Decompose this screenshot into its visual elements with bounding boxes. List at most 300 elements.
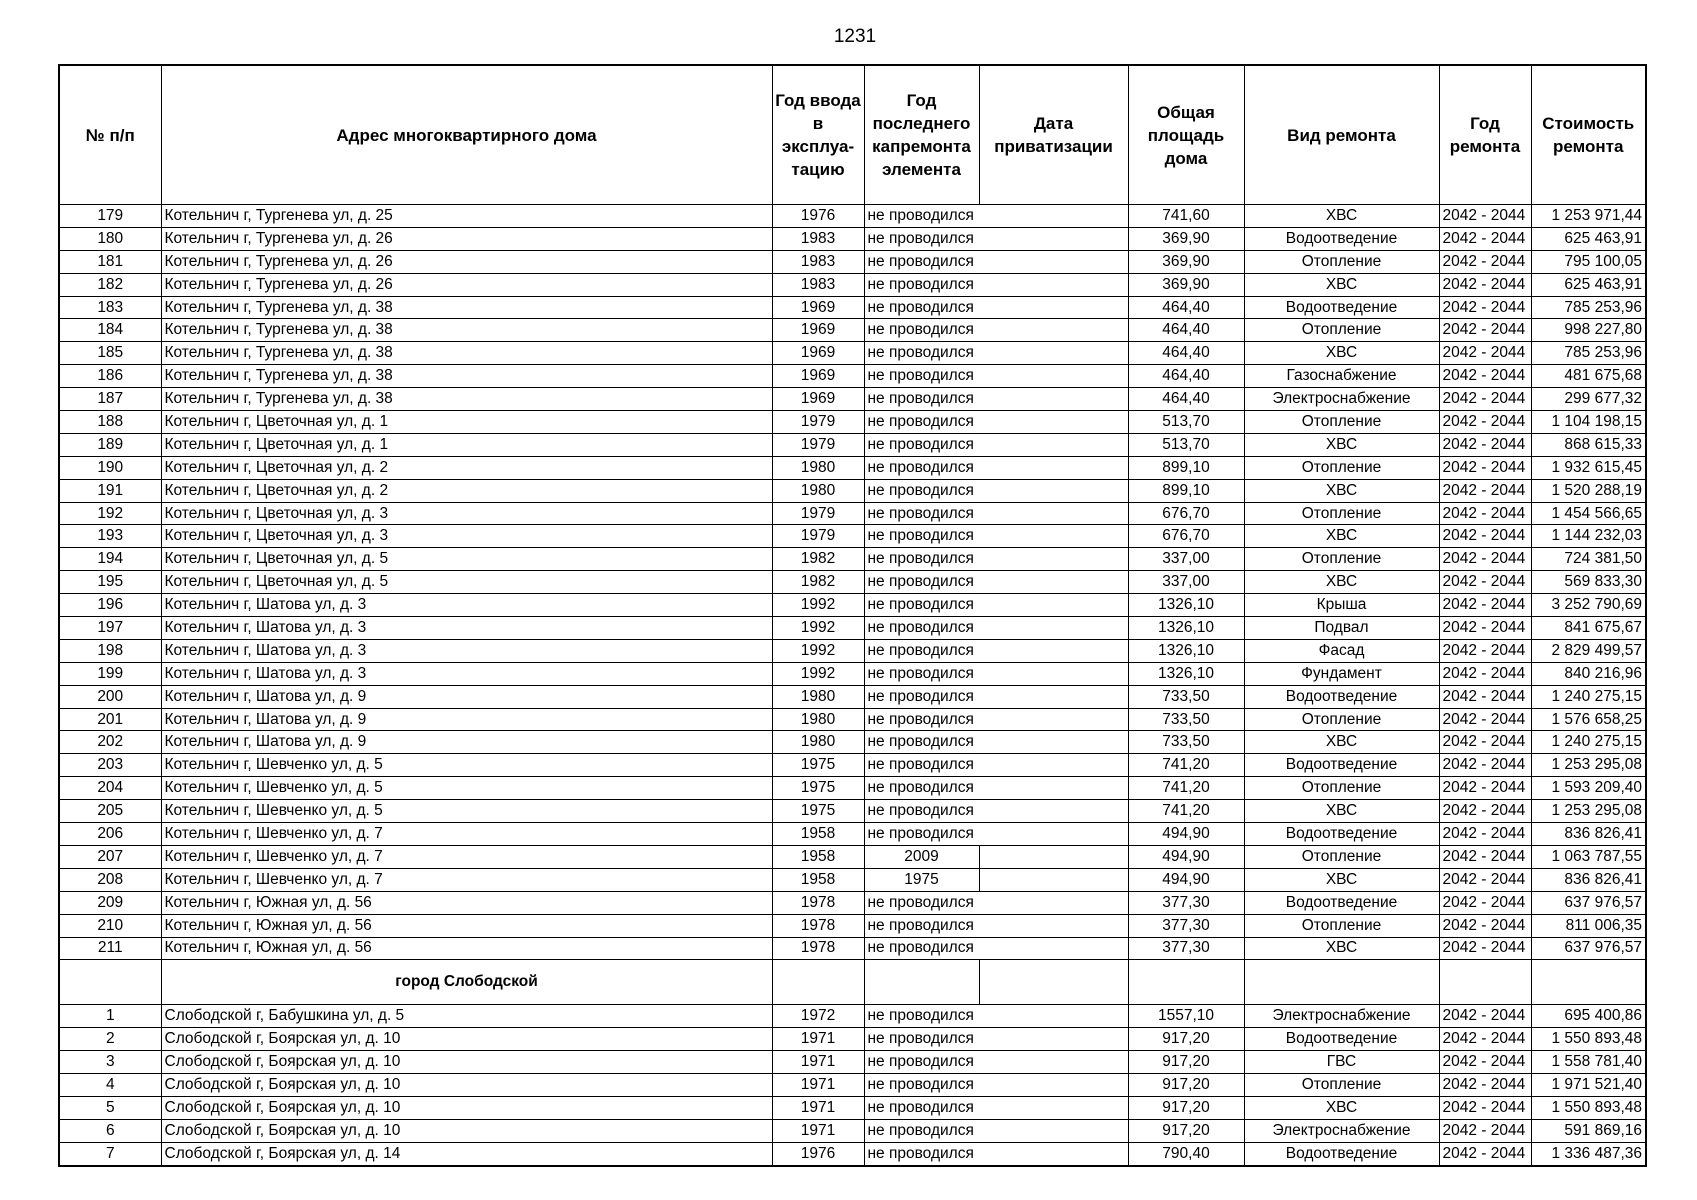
cell-repair-year: 2042 - 2044 bbox=[1439, 1096, 1531, 1119]
cell-repair-type: Отопление bbox=[1244, 411, 1439, 434]
cell-repair-year: 2042 - 2044 bbox=[1439, 937, 1531, 960]
section-row-group bbox=[59, 960, 1646, 1005]
table-row bbox=[59, 1005, 1646, 1028]
cell-repair-type: Водоотведение bbox=[1244, 754, 1439, 777]
cell-repair-year: 2042 - 2044 bbox=[1439, 662, 1531, 685]
cell-year-built: 1992 bbox=[772, 617, 864, 640]
cell-area: 377,30 bbox=[1128, 937, 1244, 960]
cell-cost: 1 971 521,40 bbox=[1531, 1074, 1646, 1097]
cell-last-repair: не проводился bbox=[864, 685, 979, 708]
cell-repair-type: Отопление bbox=[1244, 914, 1439, 937]
cell-num: 181 bbox=[59, 250, 161, 273]
cell-repair-year: 2042 - 2044 bbox=[1439, 388, 1531, 411]
table-row bbox=[59, 433, 1646, 456]
cell-repair-type: Подвал bbox=[1244, 617, 1439, 640]
cell-repair-year: 2042 - 2044 bbox=[1439, 617, 1531, 640]
cell-num: 198 bbox=[59, 639, 161, 662]
table-row bbox=[59, 456, 1646, 479]
cell-last-repair: не проводился bbox=[864, 525, 979, 548]
cell-year-built: 1975 bbox=[772, 754, 864, 777]
cell-repair-type: Отопление bbox=[1244, 708, 1439, 731]
cell-cost: 785 253,96 bbox=[1531, 342, 1646, 365]
cell-area: 917,20 bbox=[1128, 1074, 1244, 1097]
cell-cost: 1 063 787,55 bbox=[1531, 845, 1646, 868]
cell-area: 464,40 bbox=[1128, 296, 1244, 319]
cell-privatization bbox=[979, 845, 1128, 868]
table-row bbox=[59, 1074, 1646, 1097]
cell-last-repair: не проводился bbox=[864, 708, 979, 731]
table-row bbox=[59, 800, 1646, 823]
cell-num: 199 bbox=[59, 662, 161, 685]
cell-cost: 1 520 288,19 bbox=[1531, 479, 1646, 502]
cell-area: 464,40 bbox=[1128, 388, 1244, 411]
cell-address: Котельнич г, Цветочная ул, д. 5 bbox=[161, 571, 772, 594]
table-row bbox=[59, 823, 1646, 846]
cell-address: Котельнич г, Цветочная ул, д. 3 bbox=[161, 525, 772, 548]
cell-repair-type: ХВС bbox=[1244, 571, 1439, 594]
cell-repair-year: 2042 - 2044 bbox=[1439, 227, 1531, 250]
cell-address: Котельнич г, Тургенева ул, д. 26 bbox=[161, 250, 772, 273]
cell-privatization bbox=[979, 1005, 1128, 1028]
cell-repair-type: Водоотведение bbox=[1244, 685, 1439, 708]
cell-area: 1326,10 bbox=[1128, 594, 1244, 617]
table-row bbox=[59, 594, 1646, 617]
cell-privatization bbox=[979, 754, 1128, 777]
cell-area: 513,70 bbox=[1128, 433, 1244, 456]
cell-repair-year: 2042 - 2044 bbox=[1439, 708, 1531, 731]
cell-area: 494,90 bbox=[1128, 845, 1244, 868]
table-row bbox=[59, 685, 1646, 708]
cell-address: Котельнич г, Шевченко ул, д. 5 bbox=[161, 777, 772, 800]
cell-privatization bbox=[979, 227, 1128, 250]
cell-repair-type: Фасад bbox=[1244, 639, 1439, 662]
cell-num: 205 bbox=[59, 800, 161, 823]
cell-repair-type: Водоотведение bbox=[1244, 296, 1439, 319]
cell-last-repair: не проводился bbox=[864, 914, 979, 937]
cell-cost: 1 550 893,48 bbox=[1531, 1028, 1646, 1051]
cell-privatization bbox=[979, 617, 1128, 640]
cell-privatization bbox=[979, 319, 1128, 342]
cell-cost: 836 826,41 bbox=[1531, 823, 1646, 846]
section-title: город Слободской bbox=[161, 960, 772, 1005]
cell-repair-year: 2042 - 2044 bbox=[1439, 731, 1531, 754]
table-row bbox=[59, 639, 1646, 662]
cell-last-repair: не проводился bbox=[864, 937, 979, 960]
cell-last-repair: не проводился bbox=[864, 1051, 979, 1074]
cell-address: Слободской г, Боярская ул, д. 10 bbox=[161, 1074, 772, 1097]
cell-cost: 481 675,68 bbox=[1531, 365, 1646, 388]
table-row bbox=[59, 662, 1646, 685]
cell-year-built: 1980 bbox=[772, 479, 864, 502]
cell-last-repair: не проводился bbox=[864, 1028, 979, 1051]
cell-address: Котельнич г, Тургенева ул, д. 38 bbox=[161, 342, 772, 365]
cell-repair-year: 2042 - 2044 bbox=[1439, 342, 1531, 365]
cell-cost: 724 381,50 bbox=[1531, 548, 1646, 571]
cell-address: Котельнич г, Шатова ул, д. 9 bbox=[161, 708, 772, 731]
cell-address: Слободской г, Боярская ул, д. 14 bbox=[161, 1142, 772, 1165]
cell-repair-year: 2042 - 2044 bbox=[1439, 205, 1531, 228]
cell-address: Котельнич г, Цветочная ул, д. 3 bbox=[161, 502, 772, 525]
cell-num: 191 bbox=[59, 479, 161, 502]
cell-num: 180 bbox=[59, 227, 161, 250]
cell-address: Слободской г, Боярская ул, д. 10 bbox=[161, 1096, 772, 1119]
cell-cost: 840 216,96 bbox=[1531, 662, 1646, 685]
cell-privatization bbox=[979, 1028, 1128, 1051]
cell-last-repair: не проводился bbox=[864, 891, 979, 914]
cell-last-repair: не проводился bbox=[864, 1119, 979, 1142]
cell-last-repair: не проводился bbox=[864, 800, 979, 823]
cell-privatization bbox=[979, 868, 1128, 891]
page-number: 1231 bbox=[833, 26, 877, 47]
cell-repair-type: ХВС bbox=[1244, 868, 1439, 891]
cell-year-built: 1983 bbox=[772, 250, 864, 273]
cell-address: Котельнич г, Тургенева ул, д. 38 bbox=[161, 296, 772, 319]
table-row bbox=[59, 319, 1646, 342]
cell-last-repair: не проводился bbox=[864, 662, 979, 685]
cell-repair-year: 2042 - 2044 bbox=[1439, 548, 1531, 571]
cell-repair-year: 2042 - 2044 bbox=[1439, 914, 1531, 937]
cell-address: Котельнич г, Шевченко ул, д. 7 bbox=[161, 845, 772, 868]
table-row bbox=[59, 365, 1646, 388]
cell-privatization bbox=[979, 800, 1128, 823]
cell-last-repair: не проводился bbox=[864, 433, 979, 456]
cell-num: 207 bbox=[59, 845, 161, 868]
cell-last-repair: не проводился bbox=[864, 227, 979, 250]
cell-last-repair: не проводился bbox=[864, 617, 979, 640]
section-num-cell bbox=[59, 960, 161, 1005]
cell-privatization bbox=[979, 914, 1128, 937]
cell-cost: 695 400,86 bbox=[1531, 1005, 1646, 1028]
cell-year-built: 1978 bbox=[772, 891, 864, 914]
table-row bbox=[59, 250, 1646, 273]
cell-privatization bbox=[979, 823, 1128, 846]
table-row bbox=[59, 411, 1646, 434]
cell-repair-year: 2042 - 2044 bbox=[1439, 1005, 1531, 1028]
cell-year-built: 1969 bbox=[772, 342, 864, 365]
section-empty-cell bbox=[1244, 960, 1439, 1005]
cell-address: Котельнич г, Тургенева ул, д. 26 bbox=[161, 227, 772, 250]
cell-area: 917,20 bbox=[1128, 1051, 1244, 1074]
cell-address: Котельнич г, Тургенева ул, д. 38 bbox=[161, 365, 772, 388]
header-num: № п/п bbox=[59, 65, 161, 205]
cell-cost: 795 100,05 bbox=[1531, 250, 1646, 273]
cell-year-built: 1980 bbox=[772, 731, 864, 754]
cell-address: Котельнич г, Шатова ул, д. 9 bbox=[161, 731, 772, 754]
cell-area: 917,20 bbox=[1128, 1119, 1244, 1142]
cell-cost: 1 104 198,15 bbox=[1531, 411, 1646, 434]
cell-last-repair: не проводился bbox=[864, 594, 979, 617]
cell-cost: 637 976,57 bbox=[1531, 937, 1646, 960]
cell-year-built: 1958 bbox=[772, 868, 864, 891]
cell-year-built: 1969 bbox=[772, 296, 864, 319]
cell-privatization bbox=[979, 342, 1128, 365]
cell-last-repair: не проводился bbox=[864, 823, 979, 846]
cell-privatization bbox=[979, 571, 1128, 594]
cell-year-built: 1975 bbox=[772, 800, 864, 823]
cell-repair-year: 2042 - 2044 bbox=[1439, 1074, 1531, 1097]
cell-privatization bbox=[979, 250, 1128, 273]
section-empty-cell bbox=[772, 960, 864, 1005]
cell-num: 2 bbox=[59, 1028, 161, 1051]
cell-area: 1326,10 bbox=[1128, 639, 1244, 662]
table-row bbox=[59, 548, 1646, 571]
cell-repair-type: ХВС bbox=[1244, 525, 1439, 548]
cell-privatization bbox=[979, 548, 1128, 571]
cell-last-repair: не проводился bbox=[864, 365, 979, 388]
cell-num: 179 bbox=[59, 205, 161, 228]
cell-repair-year: 2042 - 2044 bbox=[1439, 685, 1531, 708]
cell-last-repair: не проводился bbox=[864, 388, 979, 411]
cell-repair-type: Водоотведение bbox=[1244, 1142, 1439, 1165]
table-row bbox=[59, 205, 1646, 228]
cell-area: 369,90 bbox=[1128, 273, 1244, 296]
cell-repair-type: Крыша bbox=[1244, 594, 1439, 617]
cell-cost: 1 253 971,44 bbox=[1531, 205, 1646, 228]
cell-area: 676,70 bbox=[1128, 502, 1244, 525]
cell-repair-type: Отопление bbox=[1244, 1074, 1439, 1097]
cell-year-built: 1980 bbox=[772, 708, 864, 731]
cell-last-repair: не проводился bbox=[864, 571, 979, 594]
cell-last-repair: не проводился bbox=[864, 1142, 979, 1165]
cell-num: 192 bbox=[59, 502, 161, 525]
cell-address: Котельнич г, Шевченко ул, д. 7 bbox=[161, 823, 772, 846]
cell-last-repair: 1975 bbox=[864, 868, 979, 891]
cell-area: 513,70 bbox=[1128, 411, 1244, 434]
cell-last-repair: не проводился bbox=[864, 502, 979, 525]
cell-area: 337,00 bbox=[1128, 571, 1244, 594]
table-row bbox=[59, 525, 1646, 548]
header-year-built: Год ввода в эксплуа-тацию bbox=[772, 65, 864, 205]
cell-num: 7 bbox=[59, 1142, 161, 1165]
cell-num: 1 bbox=[59, 1005, 161, 1028]
cell-repair-type: Электроснабжение bbox=[1244, 1119, 1439, 1142]
cell-repair-type: ХВС bbox=[1244, 342, 1439, 365]
header-last-repair: Год последнего капремонта элемента bbox=[864, 65, 979, 205]
cell-cost: 868 615,33 bbox=[1531, 433, 1646, 456]
cell-repair-year: 2042 - 2044 bbox=[1439, 845, 1531, 868]
cell-repair-type: ХВС bbox=[1244, 205, 1439, 228]
cell-repair-type: Фундамент bbox=[1244, 662, 1439, 685]
cell-area: 369,90 bbox=[1128, 227, 1244, 250]
cell-cost: 1 932 615,45 bbox=[1531, 456, 1646, 479]
cell-last-repair: не проводился bbox=[864, 1074, 979, 1097]
cell-privatization bbox=[979, 1051, 1128, 1074]
cell-num: 203 bbox=[59, 754, 161, 777]
cell-area: 494,90 bbox=[1128, 823, 1244, 846]
cell-cost: 2 829 499,57 bbox=[1531, 639, 1646, 662]
cell-num: 182 bbox=[59, 273, 161, 296]
cell-num: 189 bbox=[59, 433, 161, 456]
cell-last-repair: 2009 bbox=[864, 845, 979, 868]
cell-privatization bbox=[979, 411, 1128, 434]
cell-cost: 1 240 275,15 bbox=[1531, 685, 1646, 708]
cell-area: 741,20 bbox=[1128, 754, 1244, 777]
cell-last-repair: не проводился bbox=[864, 777, 979, 800]
cell-privatization bbox=[979, 388, 1128, 411]
cell-repair-type: Отопление bbox=[1244, 845, 1439, 868]
cell-num: 201 bbox=[59, 708, 161, 731]
cell-num: 197 bbox=[59, 617, 161, 640]
cell-repair-year: 2042 - 2044 bbox=[1439, 1051, 1531, 1074]
cell-year-built: 1982 bbox=[772, 571, 864, 594]
cell-num: 5 bbox=[59, 1096, 161, 1119]
cell-address: Котельнич г, Южная ул, д. 56 bbox=[161, 914, 772, 937]
cell-last-repair: не проводился bbox=[864, 456, 979, 479]
cell-privatization bbox=[979, 891, 1128, 914]
cell-privatization bbox=[979, 594, 1128, 617]
cell-repair-year: 2042 - 2044 bbox=[1439, 502, 1531, 525]
cell-privatization bbox=[979, 456, 1128, 479]
cell-area: 464,40 bbox=[1128, 365, 1244, 388]
cell-year-built: 1978 bbox=[772, 914, 864, 937]
cell-cost: 1 558 781,40 bbox=[1531, 1051, 1646, 1074]
cell-address: Котельнич г, Тургенева ул, д. 38 bbox=[161, 388, 772, 411]
header-privatization: Дата приватизации bbox=[979, 65, 1128, 205]
cell-cost: 569 833,30 bbox=[1531, 571, 1646, 594]
cell-num: 209 bbox=[59, 891, 161, 914]
cell-address: Котельнич г, Тургенева ул, д. 26 bbox=[161, 273, 772, 296]
cell-repair-type: Газоснабжение bbox=[1244, 365, 1439, 388]
cell-privatization bbox=[979, 502, 1128, 525]
cell-repair-year: 2042 - 2044 bbox=[1439, 273, 1531, 296]
table-row bbox=[59, 1096, 1646, 1119]
cell-year-built: 1979 bbox=[772, 525, 864, 548]
cell-last-repair: не проводился bbox=[864, 250, 979, 273]
cell-repair-year: 2042 - 2044 bbox=[1439, 433, 1531, 456]
header-cost: Стоимость ремонта bbox=[1531, 65, 1646, 205]
cell-address: Слободской г, Боярская ул, д. 10 bbox=[161, 1051, 772, 1074]
cell-repair-type: Отопление bbox=[1244, 319, 1439, 342]
cell-repair-type: Электроснабжение bbox=[1244, 388, 1439, 411]
cell-address: Котельнич г, Шатова ул, д. 9 bbox=[161, 685, 772, 708]
cell-cost: 811 006,35 bbox=[1531, 914, 1646, 937]
cell-last-repair: не проводился bbox=[864, 273, 979, 296]
cell-year-built: 1971 bbox=[772, 1028, 864, 1051]
cell-repair-year: 2042 - 2044 bbox=[1439, 296, 1531, 319]
cell-privatization bbox=[979, 1074, 1128, 1097]
table-body-slobodskoy bbox=[59, 1005, 1646, 1166]
table-row bbox=[59, 1028, 1646, 1051]
cell-area: 1326,10 bbox=[1128, 662, 1244, 685]
cell-last-repair: не проводился bbox=[864, 639, 979, 662]
cell-repair-type: ХВС bbox=[1244, 479, 1439, 502]
cell-privatization bbox=[979, 1096, 1128, 1119]
cell-cost: 637 976,57 bbox=[1531, 891, 1646, 914]
cell-cost: 625 463,91 bbox=[1531, 273, 1646, 296]
table-row bbox=[59, 502, 1646, 525]
cell-cost: 1 454 566,65 bbox=[1531, 502, 1646, 525]
cell-year-built: 1971 bbox=[772, 1119, 864, 1142]
cell-privatization bbox=[979, 685, 1128, 708]
cell-address: Котельнич г, Шевченко ул, д. 5 bbox=[161, 800, 772, 823]
cell-area: 741,60 bbox=[1128, 205, 1244, 228]
cell-cost: 785 253,96 bbox=[1531, 296, 1646, 319]
cell-privatization bbox=[979, 525, 1128, 548]
cell-cost: 836 826,41 bbox=[1531, 868, 1646, 891]
cell-repair-year: 2042 - 2044 bbox=[1439, 1028, 1531, 1051]
cell-area: 1557,10 bbox=[1128, 1005, 1244, 1028]
section-empty-cell bbox=[1439, 960, 1531, 1005]
cell-address: Слободской г, Бабушкина ул, д. 5 bbox=[161, 1005, 772, 1028]
cell-address: Котельнич г, Тургенева ул, д. 38 bbox=[161, 319, 772, 342]
cell-year-built: 1992 bbox=[772, 662, 864, 685]
cell-last-repair: не проводился bbox=[864, 731, 979, 754]
table-row bbox=[59, 617, 1646, 640]
cell-repair-type: ХВС bbox=[1244, 800, 1439, 823]
cell-last-repair: не проводился bbox=[864, 754, 979, 777]
section-empty-cell bbox=[1128, 960, 1244, 1005]
cell-num: 183 bbox=[59, 296, 161, 319]
cell-cost: 3 252 790,69 bbox=[1531, 594, 1646, 617]
cell-cost: 1 593 209,40 bbox=[1531, 777, 1646, 800]
cell-privatization bbox=[979, 479, 1128, 502]
cell-address: Котельнич г, Шатова ул, д. 3 bbox=[161, 639, 772, 662]
table-row bbox=[59, 708, 1646, 731]
cell-area: 377,30 bbox=[1128, 891, 1244, 914]
cell-area: 733,50 bbox=[1128, 731, 1244, 754]
cell-repair-year: 2042 - 2044 bbox=[1439, 1119, 1531, 1142]
cell-last-repair: не проводился bbox=[864, 1096, 979, 1119]
cell-address: Котельнич г, Цветочная ул, д. 5 bbox=[161, 548, 772, 571]
table-row bbox=[59, 296, 1646, 319]
cell-area: 899,10 bbox=[1128, 456, 1244, 479]
table-row bbox=[59, 1119, 1646, 1142]
table-row bbox=[59, 1051, 1646, 1074]
cell-area: 369,90 bbox=[1128, 250, 1244, 273]
cell-repair-year: 2042 - 2044 bbox=[1439, 319, 1531, 342]
cell-cost: 625 463,91 bbox=[1531, 227, 1646, 250]
cell-repair-year: 2042 - 2044 bbox=[1439, 754, 1531, 777]
cell-repair-type: Отопление bbox=[1244, 250, 1439, 273]
cell-privatization bbox=[979, 365, 1128, 388]
cell-year-built: 1976 bbox=[772, 205, 864, 228]
cell-year-built: 1992 bbox=[772, 639, 864, 662]
cell-last-repair: не проводился bbox=[864, 479, 979, 502]
cell-privatization bbox=[979, 937, 1128, 960]
cell-repair-year: 2042 - 2044 bbox=[1439, 823, 1531, 846]
cell-year-built: 1971 bbox=[772, 1096, 864, 1119]
table-row bbox=[59, 937, 1646, 960]
cell-cost: 1 550 893,48 bbox=[1531, 1096, 1646, 1119]
cell-area: 733,50 bbox=[1128, 685, 1244, 708]
cell-num: 194 bbox=[59, 548, 161, 571]
cell-num: 186 bbox=[59, 365, 161, 388]
cell-cost: 841 675,67 bbox=[1531, 617, 1646, 640]
cell-address: Котельнич г, Цветочная ул, д. 2 bbox=[161, 456, 772, 479]
cell-last-repair: не проводился bbox=[864, 411, 979, 434]
cell-cost: 1 336 487,36 bbox=[1531, 1142, 1646, 1165]
table-row bbox=[59, 388, 1646, 411]
table-row bbox=[59, 571, 1646, 594]
cell-repair-type: Электроснабжение bbox=[1244, 1005, 1439, 1028]
table-row bbox=[59, 754, 1646, 777]
cell-repair-type: ХВС bbox=[1244, 731, 1439, 754]
cell-repair-year: 2042 - 2044 bbox=[1439, 594, 1531, 617]
cell-address: Котельнич г, Тургенева ул, д. 25 bbox=[161, 205, 772, 228]
table-row bbox=[59, 845, 1646, 868]
table-row bbox=[59, 868, 1646, 891]
cell-area: 676,70 bbox=[1128, 525, 1244, 548]
cell-repair-year: 2042 - 2044 bbox=[1439, 777, 1531, 800]
cell-area: 494,90 bbox=[1128, 868, 1244, 891]
cell-repair-type: ХВС bbox=[1244, 433, 1439, 456]
cell-privatization bbox=[979, 1142, 1128, 1165]
section-header-row bbox=[59, 960, 1646, 1005]
cell-year-built: 1969 bbox=[772, 319, 864, 342]
cell-repair-year: 2042 - 2044 bbox=[1439, 411, 1531, 434]
cell-repair-year: 2042 - 2044 bbox=[1439, 868, 1531, 891]
cell-year-built: 1976 bbox=[772, 1142, 864, 1165]
